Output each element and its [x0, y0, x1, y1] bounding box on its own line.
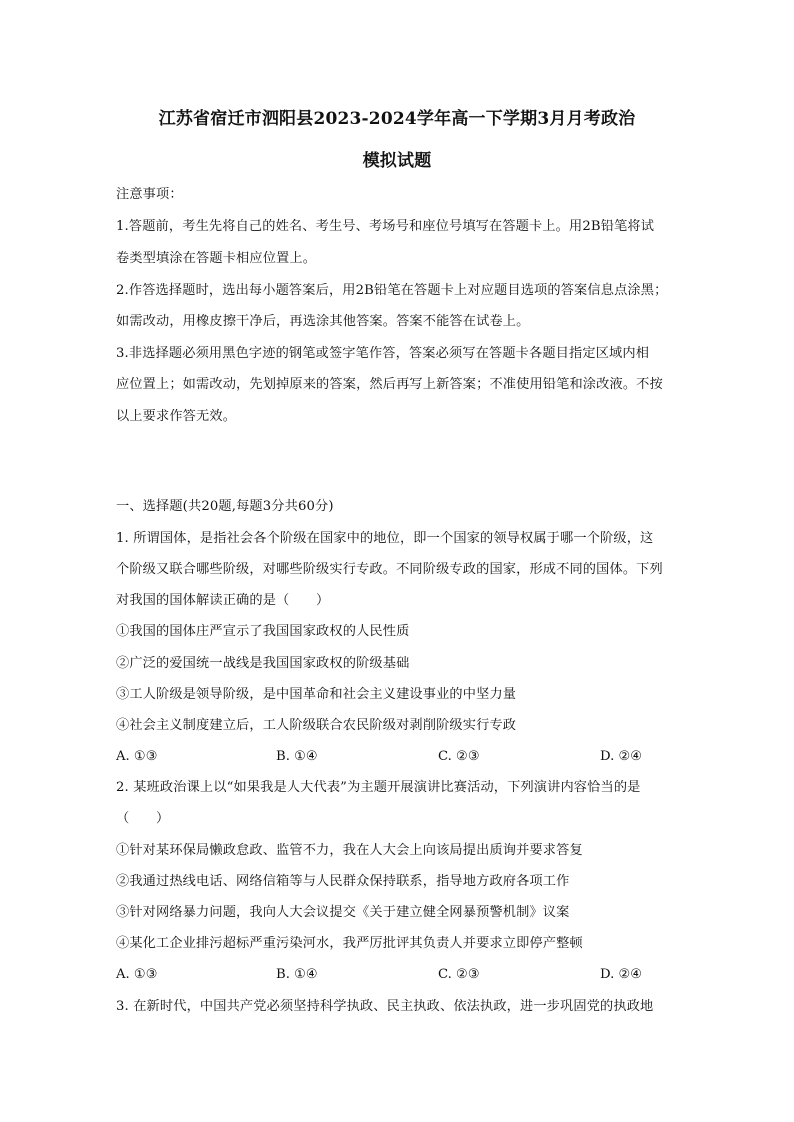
option-b: B. ①④ — [276, 967, 318, 982]
question-stem: 2. 某班政治课上以“如果我是人大代表”为主题开展演讲比赛活动，下列演讲内容恰当的是 — [116, 780, 641, 795]
option-a: A. ①③ — [116, 967, 158, 982]
question-stem: （ ） — [116, 811, 170, 826]
notice-line: 3.非选择题必须用黑色字迹的钢笔或签字笔作答，答案必须写在答题卡各题目指定区域内相 — [116, 346, 650, 361]
notice-line: 如需改动，用橡皮擦干净后，再选涂其他答案。答案不能答在试卷上。 — [116, 314, 530, 329]
notice-line: 应位置上；如需改动，先划掉原来的答案，然后再写上新答案；不准使用铅笔和涂改液。不按 — [116, 377, 663, 392]
question-statement: ③工人阶级是领导阶级，是中国革命和社会主义建设事业的中坚力量 — [116, 687, 517, 702]
question-stem: 个阶级又联合哪些阶级，对哪些阶级实行专政。不同阶级专政的国家，形成不同的国体。下列 — [116, 562, 663, 577]
section-heading: 一、选择题(共20题,每题3分共60分) — [116, 499, 334, 514]
option-a: A. ①③ — [116, 749, 158, 764]
page-subtitle: 模拟试题 — [362, 151, 432, 171]
notice-line: 以上要求作答无效。 — [116, 409, 237, 424]
question-statement: ②广泛的爱国统一战线是我国国家政权的阶级基础 — [116, 656, 410, 671]
option-d: D. ②④ — [600, 967, 643, 982]
notice-heading: 注意事项： — [116, 187, 183, 202]
page-title: 江苏省宿迁市泗阳县2023-2024学年高一下学期3月月考政治 — [158, 109, 636, 129]
question-statement: ③针对网络暴力问题，我向人大会议提交《关于建立健全网暴预警机制》议案 — [116, 905, 570, 920]
option-c: C. ②③ — [438, 749, 480, 764]
question-statement: ①我国的国体庄严宣示了我国国家政权的人民性质 — [116, 624, 410, 639]
notice-line: 1.答题前，考生先将自己的姓名、考生号、考场号和座位号填写在答题卡上。用2B铅笔将试 — [116, 219, 655, 234]
question-stem: 对我国的国体解读正确的是（ ） — [116, 593, 330, 608]
question-stem: 1. 所谓国体，是指社会各个阶级在国家中的地位，即一个国家的领导权属于哪一个阶级，这 — [116, 531, 654, 546]
option-c: C. ②③ — [438, 967, 480, 982]
question-stem: 3. 在新时代，中国共产党必须坚持科学执政、民主执政、依法执政，进一步巩固党的执政地 — [116, 999, 654, 1014]
question-statement: ②我通过热线电话、网络信箱等与人民群众保持联系，指导地方政府各项工作 — [116, 874, 570, 889]
question-statement: ④某化工企业排污超标严重污染河水，我严厉批评其负责人并要求立即停产整顿 — [116, 936, 583, 951]
option-b: B. ①④ — [276, 749, 318, 764]
option-d: D. ②④ — [600, 749, 643, 764]
question-statement: ①针对某环保局懒政怠政、监管不力，我在人大会上向该局提出质询并要求答复 — [116, 843, 583, 858]
notice-line: 2.作答选择题时，选出每小题答案后，用2B铅笔在答题卡上对应题目选项的答案信息点涂黑； — [116, 283, 668, 298]
notice-line: 卷类型填涂在答题卡相应位置上。 — [116, 251, 317, 266]
question-statement: ④社会主义制度建立后，工人阶级联合农民阶级对剥削阶级实行专政 — [116, 718, 517, 733]
